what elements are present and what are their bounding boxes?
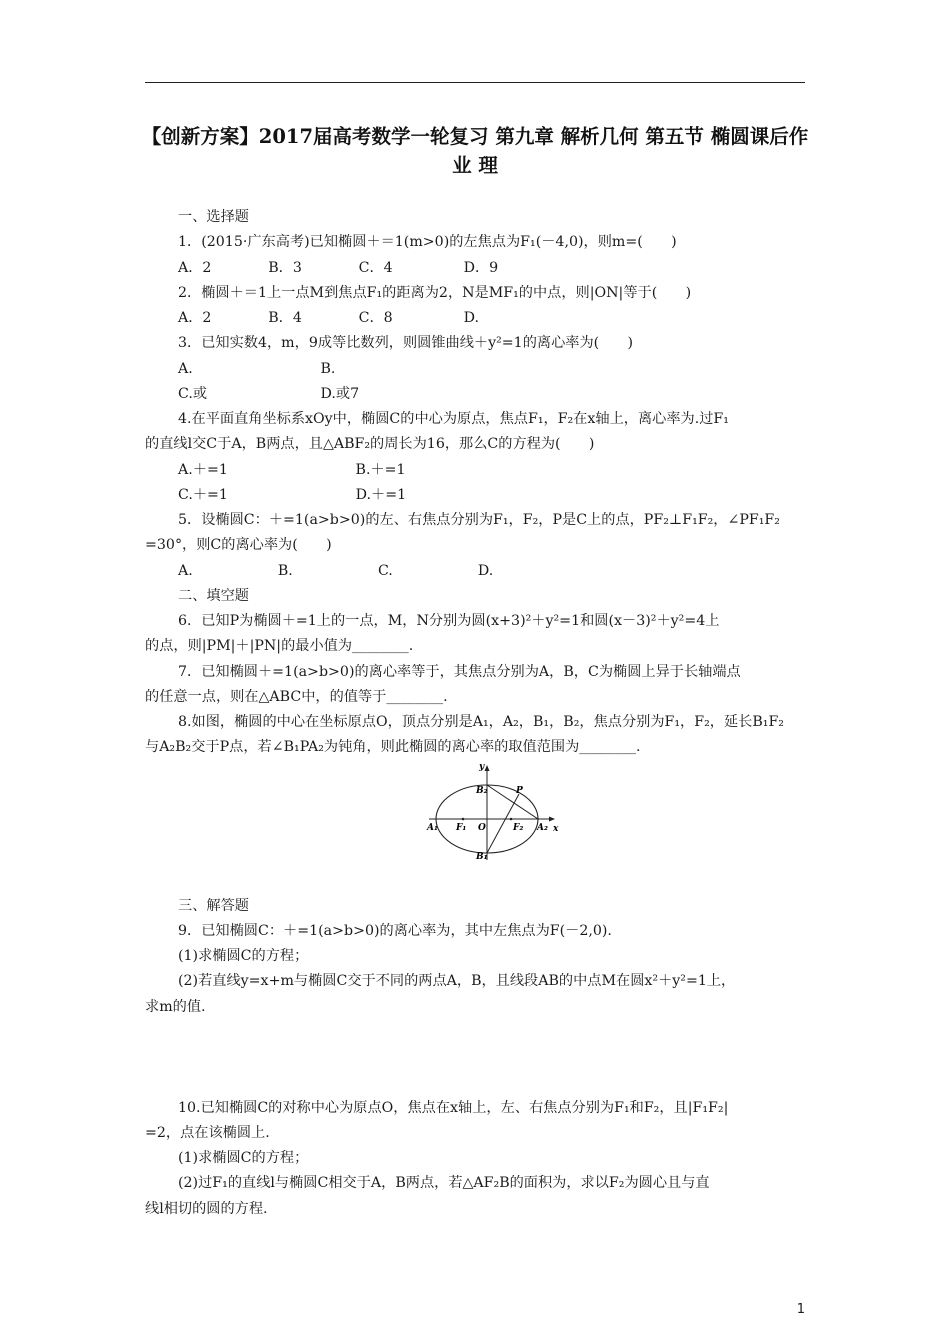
x-axis-arrow-icon xyxy=(549,817,555,822)
question-line: 线l相切的圆的方程. xyxy=(145,1201,268,1217)
section-heading: 一、选择题 xyxy=(178,209,249,225)
question-line: =2，点在该椭圆上. xyxy=(145,1125,270,1141)
label-a1: A₁ xyxy=(427,823,438,833)
question-line: 5．设椭圆C：＋=1(a>b>0)的左、右焦点分别为F₁，F₂，P是C上的点，PF₂⊥F₁F₂，∠PF₁F₂ xyxy=(178,512,780,528)
option-line: C.或 D.或7 xyxy=(178,386,360,402)
ellipse-figure xyxy=(425,758,565,860)
label-f2: F₂ xyxy=(513,823,524,833)
label-y: y xyxy=(479,762,485,772)
label-a2: A₂ xyxy=(537,823,548,833)
question-line: 1．(2015·广东高考)已知椭圆＋＝1(m>0)的左焦点为F₁(－4,0)，则m=( ) xyxy=(178,234,677,250)
option-line: C.＋=1 D.＋=1 xyxy=(178,487,407,503)
sub-question-line: (2)若直线y=x+m与椭圆C交于不同的两点A，B，且线段AB的中点M在圆x²＋y²=1上， xyxy=(178,973,736,989)
question-line: 3．已知实数4，m，9成等比数列，则圆锥曲线＋y²=1的离心率为( ) xyxy=(178,335,634,351)
line-b2-a2 xyxy=(487,785,538,819)
question-line: 6．已知P为椭圆＋=1上的一点，M，N分别为圆(x+3)²＋y²=1和圆(x－3)²＋y²=4上 xyxy=(178,613,720,629)
point-f2 xyxy=(510,818,513,821)
header-rule xyxy=(145,82,805,83)
label-o: O xyxy=(478,823,486,833)
question-line: 求m的值. xyxy=(145,999,206,1015)
option-line: A.＋=1 B.＋=1 xyxy=(178,462,406,478)
question-line: 8.如图，椭圆的中心在坐标原点O，顶点分别是A₁，A₂，B₁，B₂，焦点分别为F₁，F₂，延长B₁F₂ xyxy=(178,714,784,730)
point-f1 xyxy=(462,818,465,821)
question-line: 9．已知椭圆C：＋=1(a>b>0)的离心率为，其中左焦点为F(－2,0). xyxy=(178,923,612,939)
option-line: A. B. xyxy=(178,361,336,377)
question-line: 的点，则|PM|＋|PN|的最小值为________. xyxy=(145,638,414,654)
question-line: =30°，则C的离心率为( ) xyxy=(145,537,332,553)
document-title: 【创新方案】2017届高考数学一轮复习 第九章 解析几何 第五节 椭圆课后作业 理 xyxy=(141,125,809,177)
option-line: A．2 B．3 C．4 D．9 xyxy=(178,260,499,276)
label-b2: B₂ xyxy=(476,786,488,796)
question-line: 的直线l交C于A，B两点，且△ABF₂的周长为16，那么C的方程为( ) xyxy=(145,436,595,452)
label-b1: B₁ xyxy=(476,852,488,860)
label-p: P xyxy=(516,786,523,796)
question-line: 的任意一点，则在△ABC中，的值等于________. xyxy=(145,689,448,705)
option-line: A. B. C. D. xyxy=(178,563,494,579)
section-heading: 二、填空题 xyxy=(178,588,249,604)
question-line: 10.已知椭圆C的对称中心为原点O，焦点在x轴上，左、右焦点分别为F₁和F₂，且|F₁F₂| xyxy=(178,1100,729,1116)
label-f1: F₁ xyxy=(456,823,467,833)
question-line: 7．已知椭圆＋=1(a>b>0)的离心率等于，其焦点分别为A，B，C为椭圆上异于长轴端点 xyxy=(178,664,741,680)
question-line: 4.在平面直角坐标系xOy中，椭圆C的中心为原点，焦点F₁，F₂在x轴上，离心率为.过F₁ xyxy=(178,411,729,427)
label-x: x xyxy=(553,824,559,834)
y-axis-arrow-icon xyxy=(485,765,490,771)
option-line: A．2 B．4 C．8 D. xyxy=(178,310,479,326)
sub-question-line: (1)求椭圆C的方程； xyxy=(178,1150,309,1166)
question-line: 与A₂B₂交于P点，若∠B₁PA₂为钝角，则此椭圆的离心率的取值范围为________. xyxy=(145,739,641,755)
sub-question-line: (2)过F₁的直线l与椭圆C相交于A，B两点，若△AF₂B的面积为，求以F₂为圆心且与直 xyxy=(178,1175,710,1191)
question-line: 2．椭圆＋＝1上一点M到焦点F₁的距离为2，N是MF₁的中点，则|ON|等于( ) xyxy=(178,285,692,301)
page-number: 1 xyxy=(796,1302,805,1317)
sub-question-line: (1)求椭圆C的方程； xyxy=(178,948,309,964)
section-heading: 三、解答题 xyxy=(178,898,249,914)
